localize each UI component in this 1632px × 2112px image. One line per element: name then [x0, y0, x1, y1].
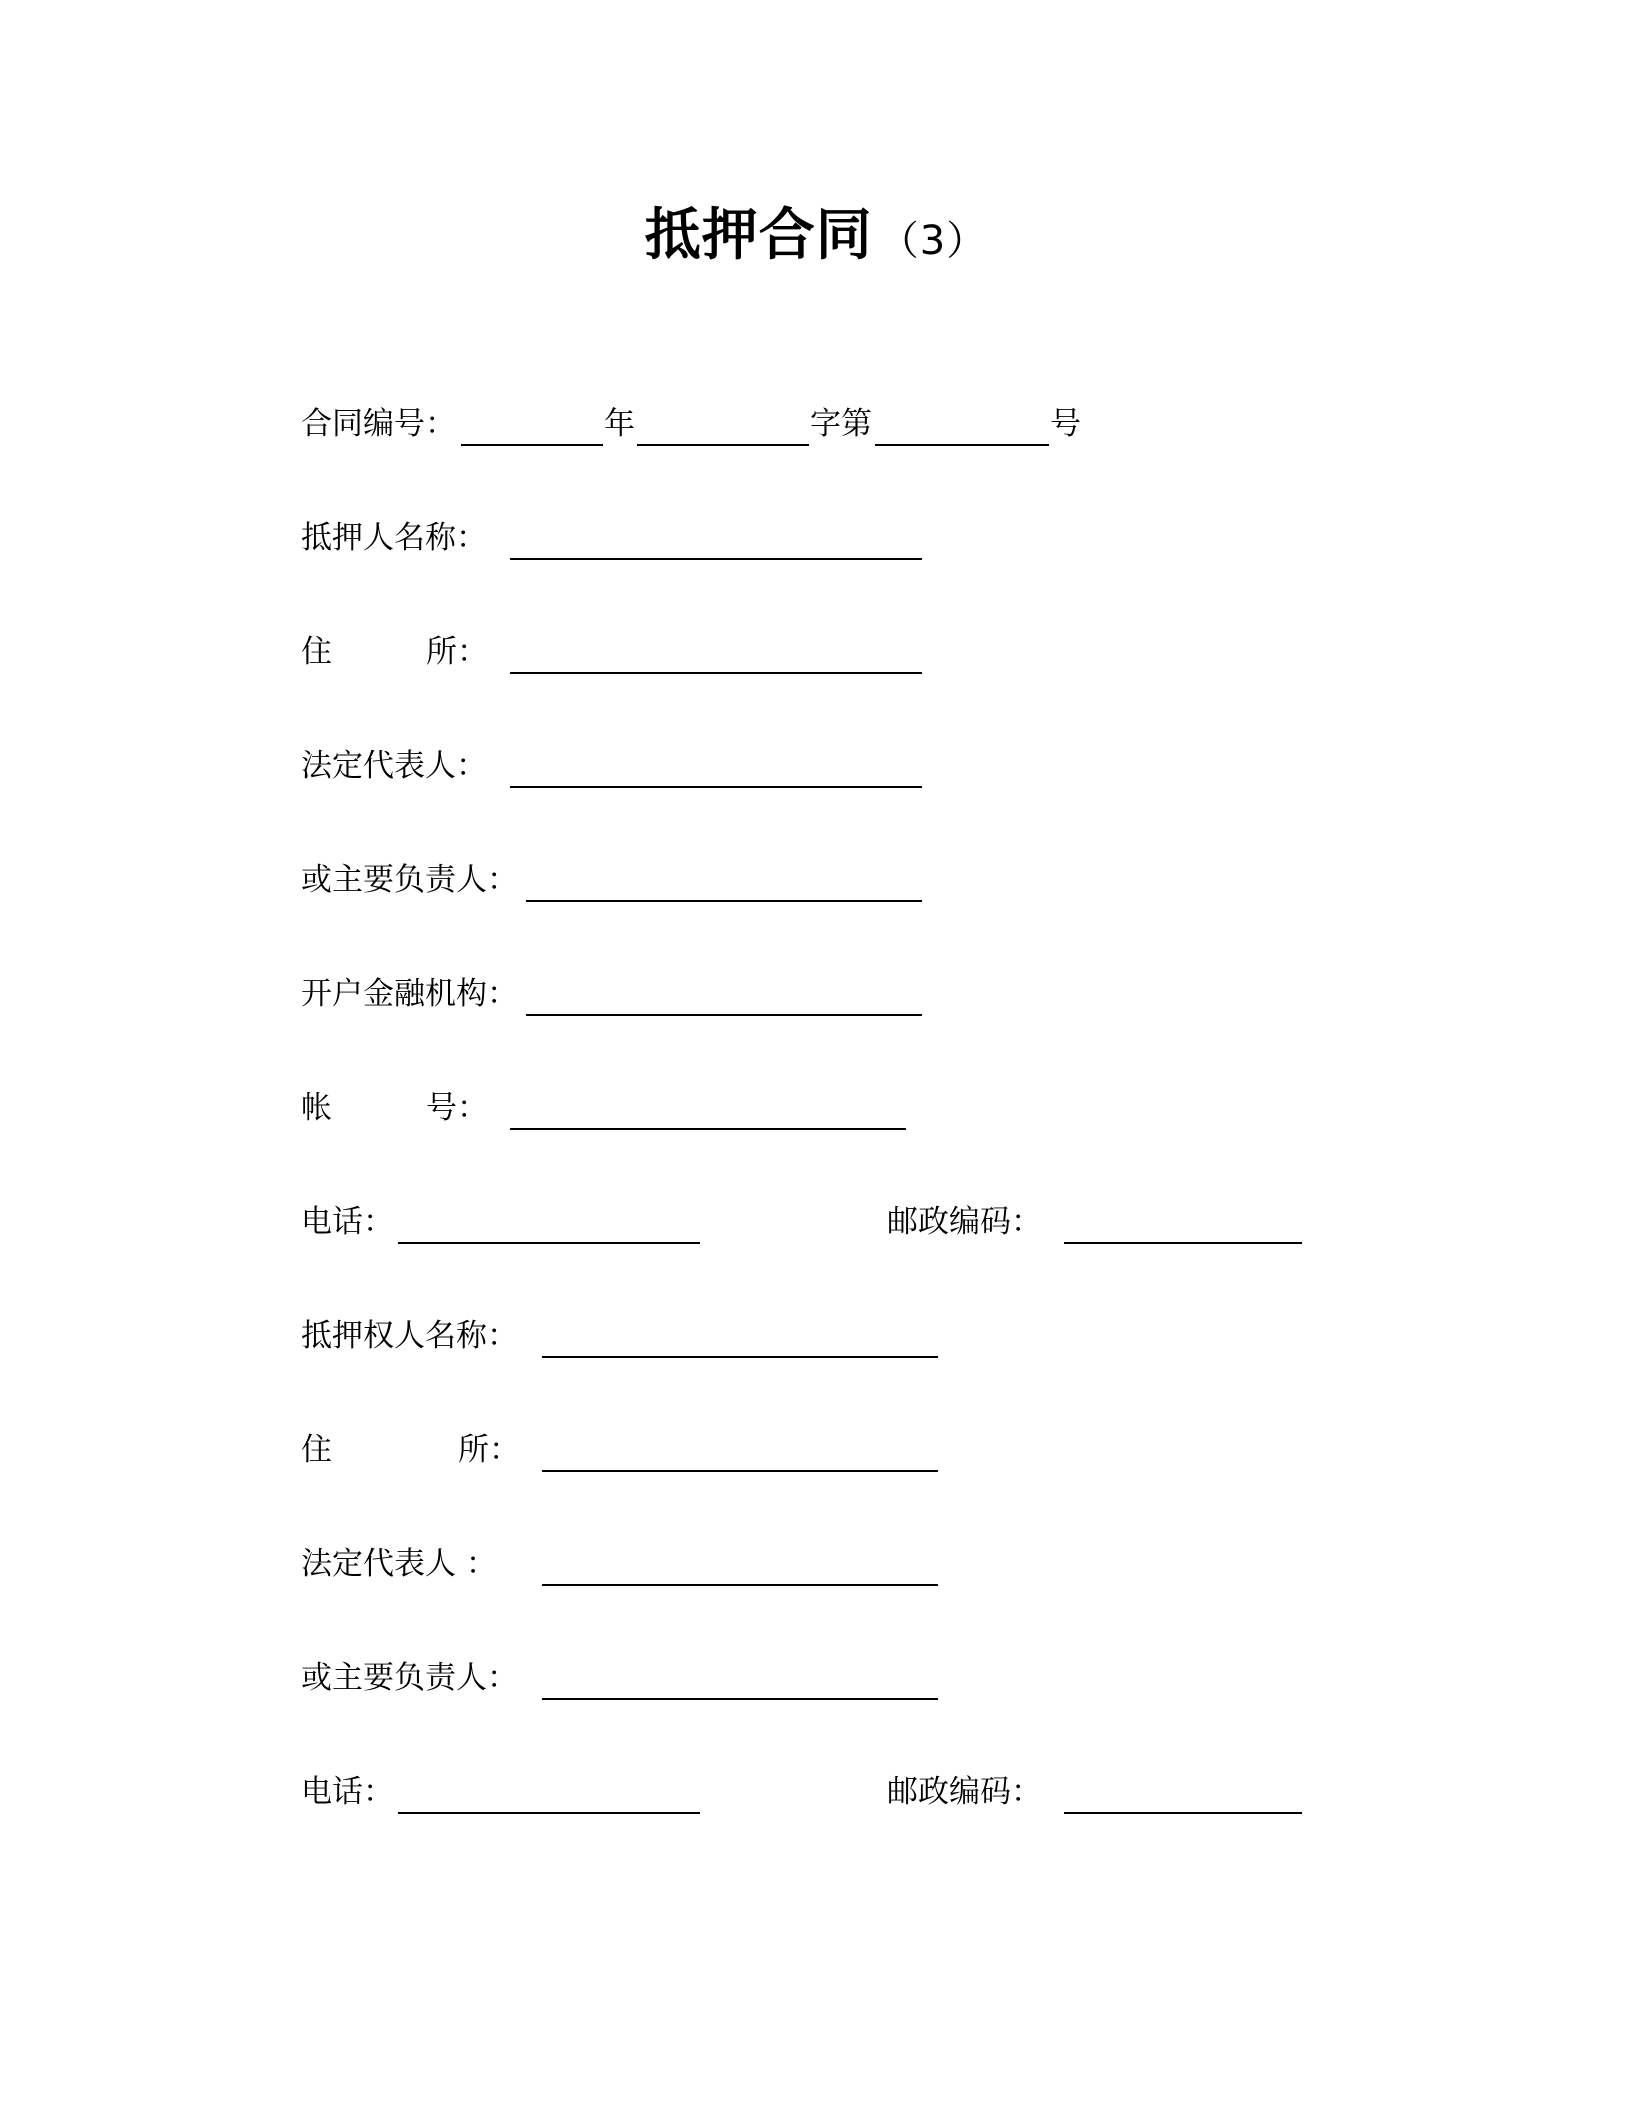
mortgagor-postcode-label: 邮政编码： — [887, 1204, 1042, 1240]
mortgagor-account-row — [301, 1084, 941, 1132]
mortgagee-address-blank[interactable] — [542, 1470, 938, 1472]
mortgagor-postcode-blank[interactable] — [1064, 1242, 1302, 1244]
document-title — [0, 196, 1632, 281]
contract-number-label: 合同编号： — [301, 406, 456, 442]
mortgagor-account-blank[interactable] — [510, 1128, 906, 1130]
year-label: 年 — [604, 406, 635, 442]
mortgagee-address-label-b: 所： — [458, 1432, 520, 1468]
mortgagee-address-row — [301, 1426, 961, 1474]
mortgagee-postcode-blank[interactable] — [1064, 1812, 1302, 1814]
mortgagee-name-label: 抵押权人名称： — [301, 1318, 518, 1354]
mortgagor-phone-blank[interactable] — [398, 1242, 700, 1244]
mortgagor-bank-label: 开户金融机构： — [301, 976, 518, 1012]
mortgagor-contact-row — [301, 1198, 1301, 1246]
mortgagee-postcode-label: 邮政编码： — [887, 1774, 1042, 1810]
mortgagor-principal-blank[interactable] — [526, 900, 922, 902]
mortgagor-address-label-b: 所： — [426, 634, 488, 670]
contract-number-row — [301, 400, 1101, 448]
mortgagor-principal-label: 或主要负责人： — [301, 862, 518, 898]
mortgagor-address-row — [301, 628, 941, 676]
hao-label: 号 — [1050, 406, 1081, 442]
mortgagee-phone-blank[interactable] — [398, 1812, 700, 1814]
mortgagor-principal-row — [301, 856, 941, 904]
mortgagor-account-label-a: 帐 — [301, 1090, 332, 1126]
mortgagor-legal-rep-label: 法定代表人： — [301, 748, 487, 784]
mortgagee-contact-row — [301, 1768, 1301, 1816]
mortgagor-name-blank[interactable] — [510, 558, 922, 560]
mortgagee-legal-rep-blank[interactable] — [542, 1584, 938, 1586]
mortgagee-name-blank[interactable] — [542, 1356, 938, 1358]
mortgagor-bank-blank[interactable] — [526, 1014, 922, 1016]
mortgagor-phone-label: 电话： — [301, 1204, 394, 1240]
mortgagor-bank-row — [301, 970, 941, 1018]
zi-di-label: 字第 — [810, 406, 872, 442]
mortgagee-principal-label: 或主要负责人： — [301, 1660, 518, 1696]
mortgagee-name-row — [301, 1312, 961, 1360]
mortgagee-phone-label: 电话： — [301, 1774, 394, 1810]
title-text: 抵押合同 — [644, 203, 873, 268]
mortgagor-name-row — [301, 514, 941, 562]
mortgagor-address-blank[interactable] — [510, 672, 922, 674]
contract-year-blank[interactable] — [461, 444, 603, 446]
contract-number-blank[interactable] — [875, 444, 1049, 446]
mortgagee-address-label-a: 住 — [301, 1432, 332, 1468]
title-number: （3） — [878, 218, 988, 264]
mortgagee-legal-rep-row — [301, 1540, 961, 1588]
contract-zi-blank[interactable] — [637, 444, 809, 446]
mortgagor-legal-rep-blank[interactable] — [510, 786, 922, 788]
mortgagor-name-label: 抵押人名称： — [301, 520, 487, 556]
mortgagor-legal-rep-row — [301, 742, 941, 790]
mortgagor-account-label-b: 号： — [426, 1090, 488, 1126]
mortgagee-principal-row — [301, 1654, 961, 1702]
mortgagee-principal-blank[interactable] — [542, 1698, 938, 1700]
mortgagor-address-label-a: 住 — [301, 634, 332, 670]
mortgagee-legal-rep-label: 法定代表人 ： — [301, 1546, 497, 1582]
